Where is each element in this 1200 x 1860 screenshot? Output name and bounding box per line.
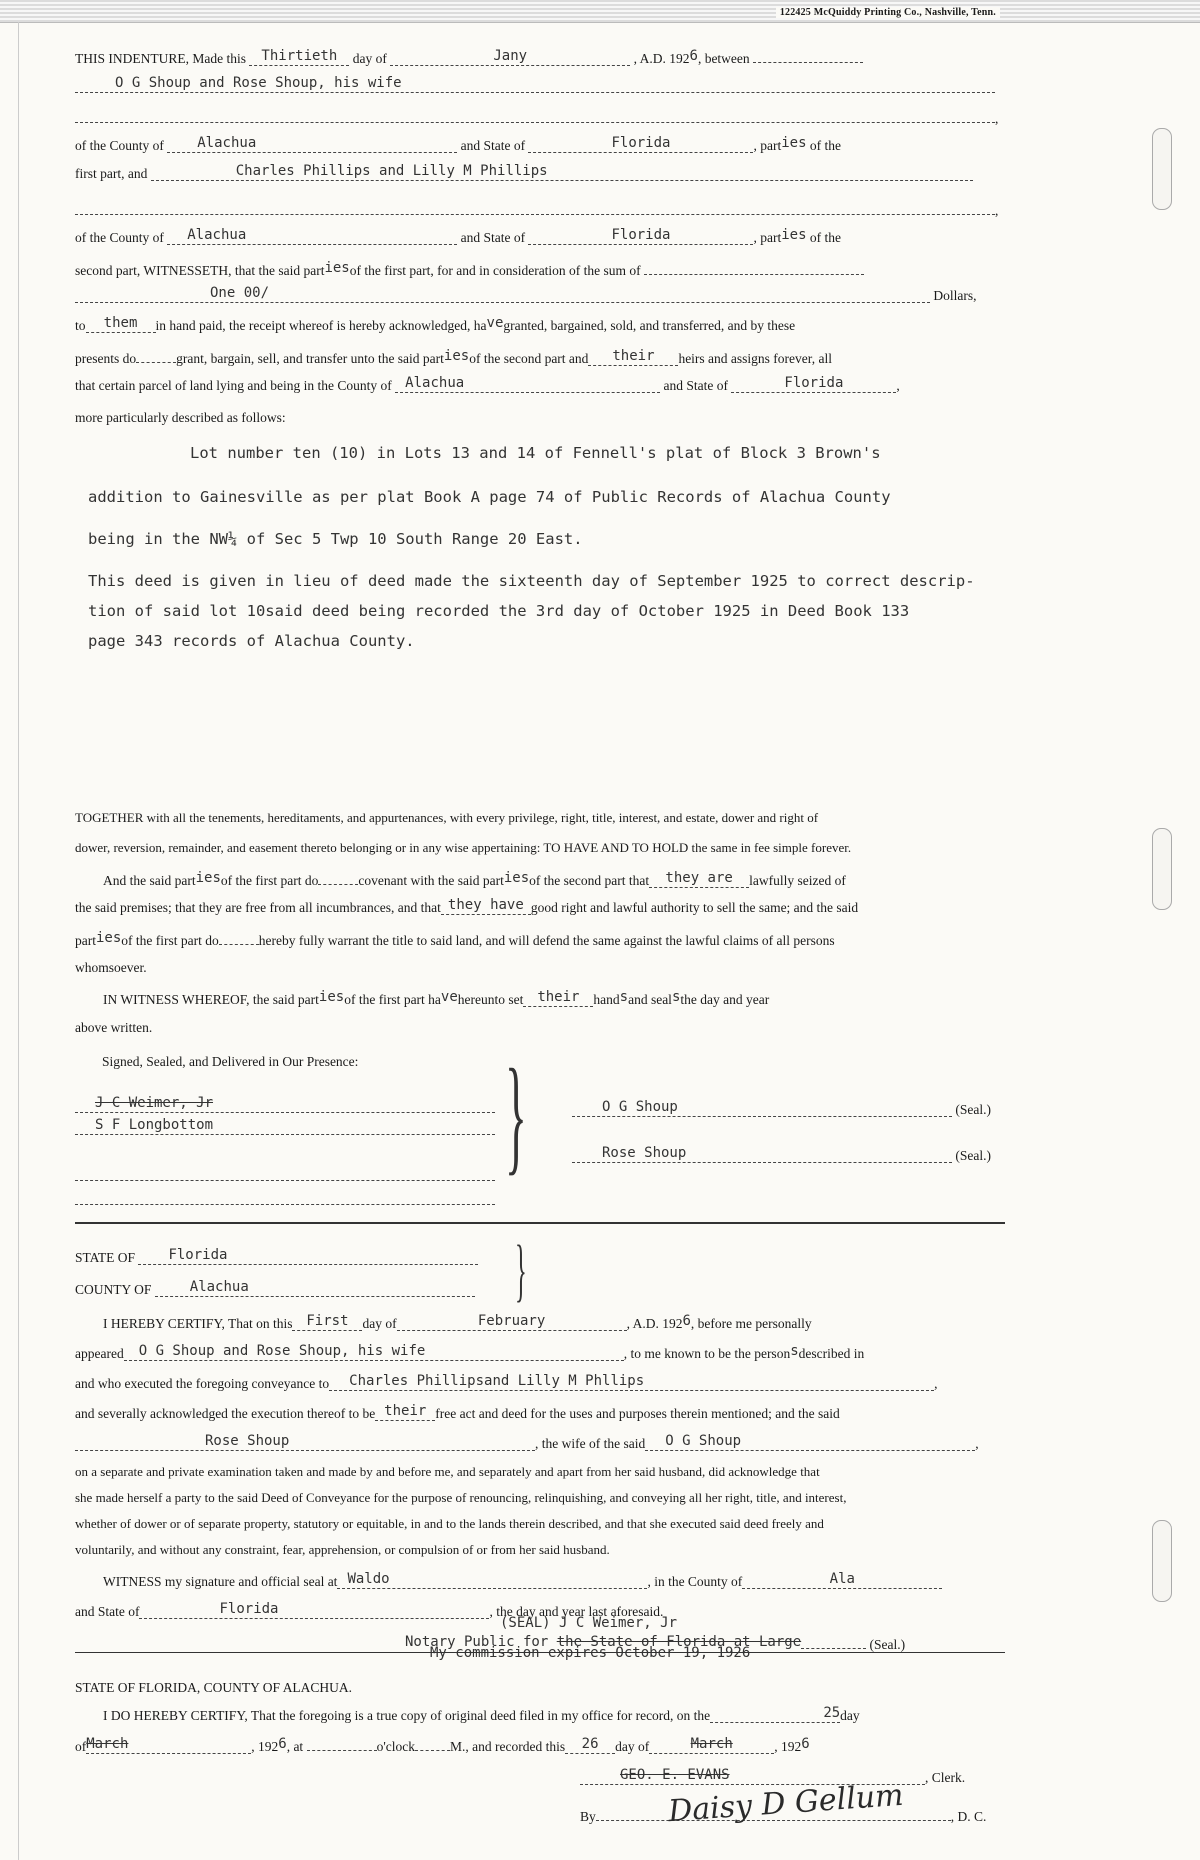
second-party-line: first part, and Charles Phillips and Lilly M Phillips (75, 166, 1005, 182)
indenture-line-1: THIS INDENTURE, Made this Thirtieth day of Jany , A.D. 1926, between (75, 48, 1005, 67)
ack-text-1: on a separate and private examination taken and made by and before me, and separately and apart from her said husband, did acknowledge that (75, 1464, 820, 1479)
section-divider-1 (75, 1222, 1005, 1224)
description-line-2: addition to Gainesville as per plat Book A page 74 of Public Records of Alachua County (88, 488, 891, 506)
ack-text-4: voluntarily, and without any constraint, fear, apprehension, or compulsion of or from her said husband. (75, 1542, 610, 1557)
acknowledged-line: and severally acknowledged the execution thereof to be their free act and deed for the uses and purposes therein mentioned; and the said (75, 1403, 840, 1421)
signature-brace: } (505, 1043, 527, 1187)
clerk-line: GEO. E. EVANS , Clerk. (580, 1770, 1010, 1786)
description-line-6: page 343 records of Alachua County. (88, 632, 415, 650)
premises-line: the said premises; that they are free from all incumbrances, and that they have good right and lawful authority to sell the same; and the said (75, 897, 859, 915)
printer-imprint: 122425 McQuiddy Printing Co., Nashville, Tenn. (776, 7, 1000, 18)
habendum-line-1: TOGETHER with all the tenements, hereditaments, and appurtenances, with every privilege, right, title, interest, and estate, dower and right of (75, 810, 819, 825)
appeared-line: appeared O G Shoup and Rose Shoup, his wife , to me known to be the personsdescribed in (75, 1343, 865, 1361)
witness-whereof-line: IN WITNESS WHEREOF, the said partiesof the first part havehereunto set their handsand sealsthe day and year (103, 989, 770, 1007)
description-line-3: being in the NW¼ of Sec 5 Twp 10 South Range 20 East. (88, 530, 583, 548)
witness-2-line: S F Longbottom (75, 1120, 495, 1136)
ack-text-3: whether of dower or of separate property, statutory or equitable, in and to the lands therein described, and that she executed said deed freely and (75, 1516, 824, 1531)
day-field: Thirtieth (249, 51, 349, 66)
commission-line: My commission expires October 19, 1926 (430, 1645, 751, 1661)
described-label: more particularly described as follows: (75, 410, 286, 425)
ack-text-2: she made herself a party to the said Deed of Conveyance for the purpose of renouncing, relinquishing, and conveying all her right, title, and interest, (75, 1490, 847, 1505)
witnesseth-line: second part, WITNESSETH, that the said partiesof the first part, for and in consideration of the sum of (75, 260, 1005, 279)
ack-brace: } (515, 1232, 527, 1309)
notary-seal-line: (SEAL) J C Weimer, Jr (500, 1615, 678, 1631)
covenant-line: And the said partiesof the first part do covenant with the said partiesof the second part that they are lawfully seized of (103, 870, 846, 888)
grantor-2-line: Rose Shoup (Seal.) (572, 1148, 1012, 1164)
paid-line: to them in hand paid, the receipt whereof is hereby acknowledged, havegranted, bargained, sold, and transferred, and by these (75, 315, 796, 333)
description-line-1: Lot number ten (10) in Lots 13 and 14 of Fennell's plat of Block 3 Brown's (190, 444, 881, 462)
blank-line-1: , (75, 108, 1005, 127)
ack-state-line-2: and State of Florida , the day and year last aforesaid. (75, 1601, 664, 1619)
witness-4-line (75, 1190, 495, 1209)
second-county-line: of the County of Alachua and State of Florida , parties of the (75, 227, 842, 245)
description-line-4: This deed is given in lieu of deed made the sixteenth day of September 1925 to correct descrip- (88, 572, 975, 590)
witness-3-line (75, 1166, 495, 1185)
month-field: Jany (390, 51, 630, 66)
wife-line: Rose Shoup , the wife of the said O G Shoup , (75, 1436, 1005, 1452)
conveyance-to-line: and who executed the foregoing conveyance to Charles Phillipsand Lilly M Phllips , (75, 1373, 938, 1391)
sum-line: One 00/ Dollars, (75, 288, 1005, 304)
description-line-5: tion of said lot 10said deed being recorded the 3rd day of October 1925 in Deed Book 133 (88, 602, 910, 620)
first-party-names-line: O G Shoup and Rose Shoup, his wife (75, 78, 1005, 94)
binder-hole-bottom (1152, 1520, 1172, 1602)
top-perforation (0, 0, 1200, 23)
blank-line-2: , (75, 200, 1005, 219)
recording-line-2: ofMarch , 1926, at o'clock M., and recorded this 26 day of March , 1926 (75, 1736, 810, 1754)
parcel-line: that certain parcel of land lying and being in the County of Alachua and State of Florida , (75, 375, 900, 393)
ack-county-line: COUNTY OF Alachua (75, 1282, 1005, 1298)
recording-header: STATE OF FLORIDA, COUNTY OF ALACHUA. (75, 1680, 353, 1695)
habendum-line-2: dower, reversion, remainder, and easement thereto belonging or in any wise appertaining: TO HAVE AND TO HOLD the same in fee simple forever. (75, 840, 852, 855)
witness-seal-line: WITNESS my signature and official seal at Waldo , in the County of Ala (75, 1574, 1005, 1590)
above-written-line: above written. (75, 1020, 153, 1035)
notary-title-line: Notary Public for the State of Florida at Large (Seal.) (405, 1634, 906, 1652)
warrant-line: partiesof the first part do hereby fully warrant the title to said land, and will defend the same against the lawful claims of all persons (75, 930, 835, 948)
presents-line: presents do grant, bargain, sell, and transfer unto the said partiesof the second part and their heirs and assigns forever, all (75, 348, 832, 366)
whomsoever-line: whomsoever. (75, 960, 147, 975)
grantor-1-line: O G Shoup (Seal.) (572, 1102, 1012, 1118)
recording-line-1: I DO HEREBY CERTIFY, That the foregoing is a true copy of original deed filed in my office for record, on the 25day (103, 1705, 860, 1723)
deputy-clerk-signature: Daisy D Gellum (667, 1777, 905, 1830)
certify-line: I HEREBY CERTIFY, That on this First day of February , A.D. 1926, before me personally (103, 1313, 812, 1331)
deputy-clerk-line: By , D. C. (580, 1806, 1010, 1825)
first-county-line: of the County of Alachua and State of Florida , parties of the (75, 135, 842, 153)
presence-label: Signed, Sealed, and Delivered in Our Presence: (102, 1054, 359, 1069)
binder-hole-middle (1152, 828, 1172, 910)
page-left-edge (4, 22, 19, 1860)
ack-state-line: STATE OF Florida (75, 1250, 1005, 1266)
witness-1-line: J C Weimer, Jr (75, 1098, 495, 1114)
binder-hole-top (1152, 128, 1172, 210)
